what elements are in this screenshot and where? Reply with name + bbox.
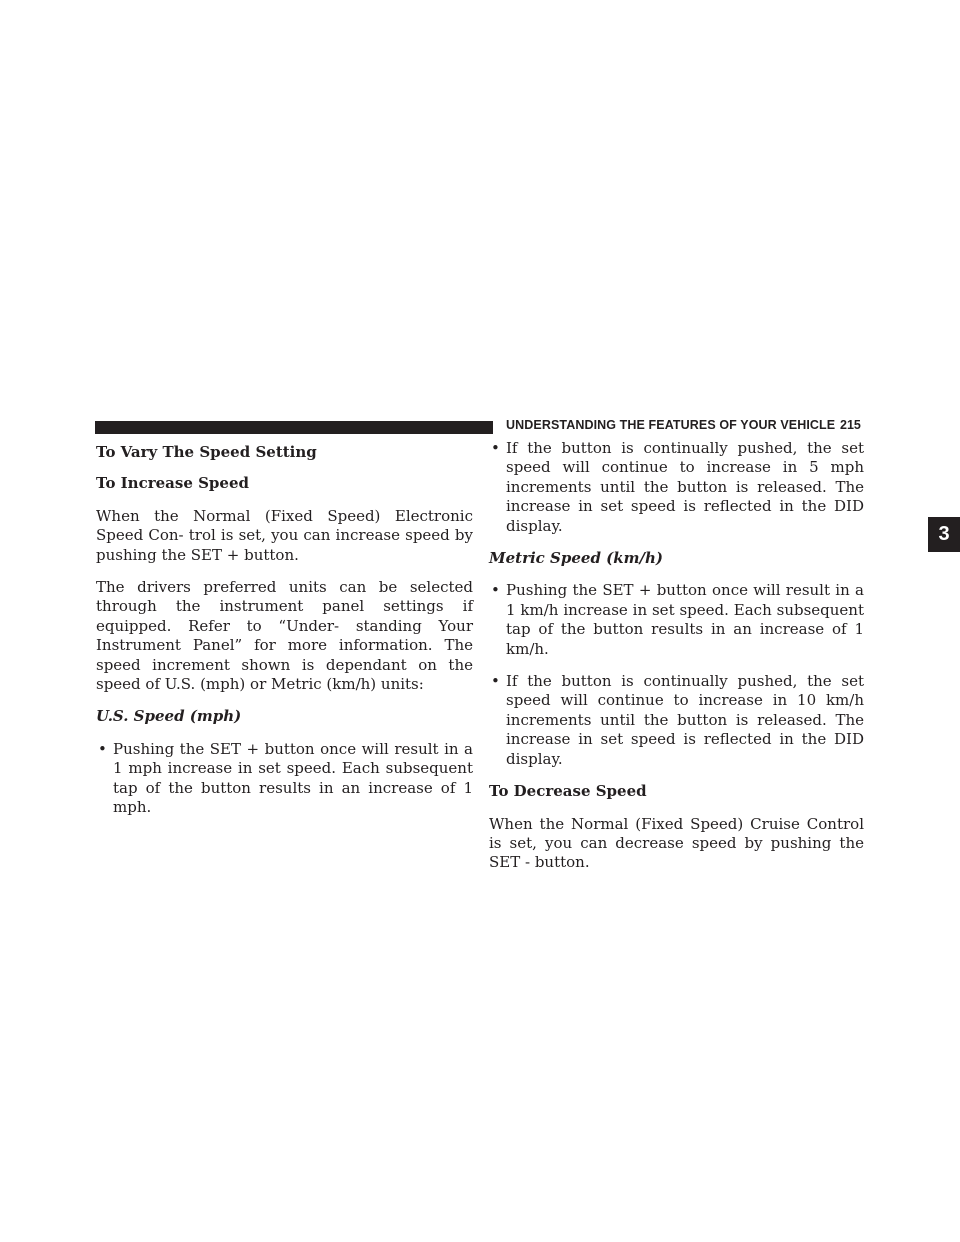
right-column	[489, 439, 864, 886]
list-item	[489, 672, 864, 769]
list-item	[96, 740, 473, 818]
header-rule	[95, 421, 493, 434]
list-item	[489, 439, 864, 536]
increase-speed-paragraph: When the Normal (Fixed Speed) Electronic Speed Con- trol is set, you can increase speed by pushing the SET + button.	[96, 506, 473, 564]
us-speed-heading: U.S. Speed (mph)	[96, 707, 242, 726]
bullet-text: Pushing the SET + button once will result in a 1 km/h increase in set speed. Each subsequent tap of the button results in an increase of 1 km/h.	[506, 581, 864, 658]
chapter-tab: 3	[928, 517, 960, 552]
bullet-text: If the button is continually pushed, the set speed will continue to increase in 10 km/h increments until the button is released. The increase in set speed is reflected in the DID display.	[506, 672, 864, 768]
left-column	[96, 439, 473, 831]
bullet-text: If the button is continually pushed, the set speed will continue to increase in 5 mph increments until the button is released. The increase in set speed is reflected in the DID display.	[506, 439, 864, 535]
decrease-speed-heading: To Decrease Speed	[489, 782, 647, 801]
increase-speed-heading: To Increase Speed	[96, 474, 249, 493]
metric-speed-heading: Metric Speed (km/h)	[489, 549, 663, 568]
list-item	[489, 581, 864, 659]
units-paragraph: The drivers preferred units can be selected through the instrument panel settings if equipped. Refer to “Under- standing Your Instrument Panel” for more information. The speed increment shown is dependant on the speed of U.S. (mph) or Metric (km/h) units:	[96, 578, 473, 694]
decrease-speed-paragraph: When the Normal (Fixed Speed) Cruise Control is set, you can decrease speed by pushing the SET - button.	[489, 814, 864, 872]
bullet-icon: •	[491, 581, 500, 600]
page-number: 215	[840, 418, 861, 432]
main-heading: To Vary The Speed Setting	[96, 443, 317, 461]
section-title: UNDERSTANDING THE FEATURES OF YOUR VEHICLE	[506, 418, 836, 432]
bullet-icon: •	[491, 672, 500, 691]
bullet-icon: •	[491, 439, 500, 457]
bullet-icon: •	[98, 739, 107, 758]
bullet-text: Pushing the SET + button once will result in a 1 mph increase in set speed. Each subsequent tap of the button results in an increase of 1 mph.	[113, 739, 473, 817]
